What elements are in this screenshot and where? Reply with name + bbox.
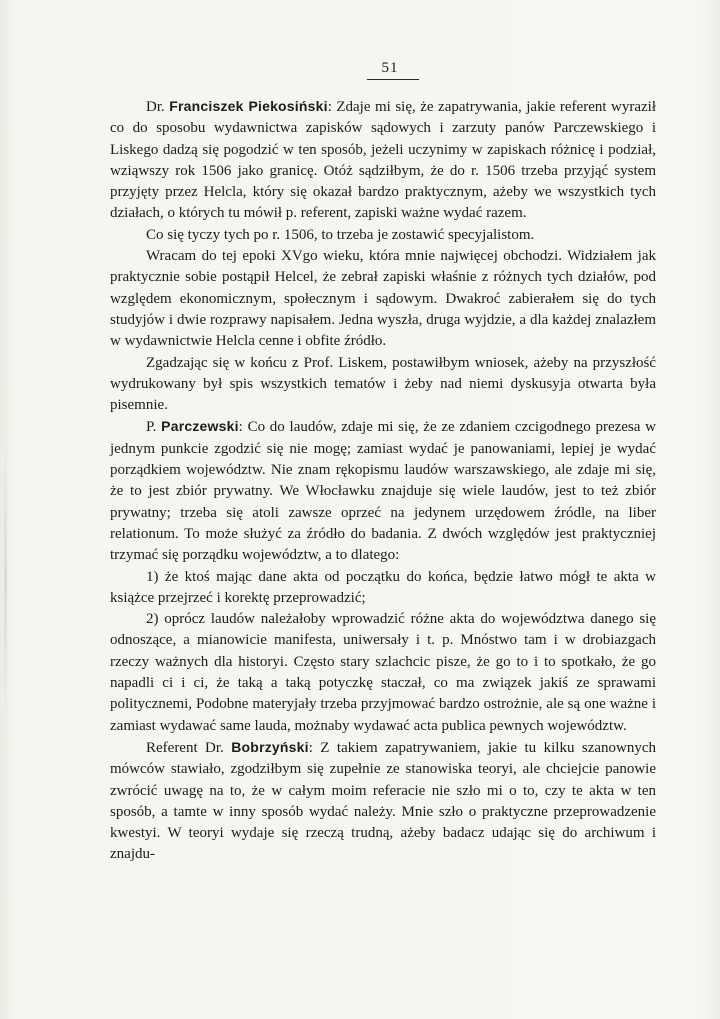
paragraph-piekosinski [110,96,656,225]
paragraph-text: : Co do laudów, zdaje mi się, że ze zdaniem czcigodnego prezesa w jednym punkcie zgodzić się nie mogę; zamiast wydać je panowaniami, lepiej je wydać porządkiem województw. Nie znam rękopismu laudów warszawskiego, ale zdaje mi się, że to jest zbiór prywatny. We Włocławku znajduje się wiele laudów, jest to też zbiór prywatny; trzeba się atoli zawsze oprzeć na jedynem urzędowem źródle, na liber relationum. To może służyć za źródło do badania. Z dwóch względów jest praktyczniej trzymać się porządku województw, a to dlatego: [110,419,656,564]
speaker-name: Parczewski [161,418,239,435]
paragraph: Zgadzając się w końcu z Prof. Liskem, postawiłbym wniosek, ażeby na przyszłość wydrukowany był spis wszystkich tematów i żeby nad niemi dyskusyja otwarta była pisemnie. [110,354,656,414]
list-item: 1) że ktoś mając dane akta od początku do końca, będzie łatwo mógł te akta w książce przejrzeć i korektę przeprowadzić; [110,568,656,606]
paragraph: Co się tyczy tych po r. 1506, to trzeba je zostawić specyjalistom. [146,226,535,243]
paragraph-text: : Zdaje mi się, że zapatrywania, jakie referent wyraził co do sposobu wydawnictwa zapisków sądowych i zarzuty panów Parczewskiego i Liskego dadzą się pogodzić w ten sposób, jeżeli uczynimy w zapiskach różnicę i podział, wziąwszy rok 1506 jako granicę. Otóż sądziłbym, że do r. 1506 trzeba przyjąć system przyjęty przez Helcla, który się okazał bardzo praktycznym, ażeby we wszystkich tych działach, o których tu mówił p. referent, zapiski ważne wydać razem. [110,99,656,222]
speaker-title: P. [146,419,162,436]
speaker-title: Referent Dr. [146,739,232,756]
paragraph-bobrzynski [110,737,656,866]
page-number: 51 [381,60,399,76]
list-item: 2) oprócz laudów należałoby wprowadzić różne akta do województwa danego się odnoszące, a mianowicie manifesta, uniwersały i t. p. Mnóstwo tam i w drobiazgach rzeczy ważnych dla historyi. Często stary szlachcic pisze, że go to i to spotkało, że go napadli ci i ci, że taką a taką potyczkę staczał, co ma związek jakiś ze sprawami politycznemi, Podobne materyjały trzeba przyjmować bardzo ostrożnie, ale są one ważne i zamiast wydawać same lauda, możnaby wydawać acta publica pewnych województw. [110,611,656,734]
page-number-rule [367,79,419,80]
speaker-name: Franciszek Piekosiński [169,98,328,114]
body-text [110,96,656,866]
speaker-name: Bobrzyński [231,738,309,755]
margin-shadow [4,430,7,730]
speaker-title: Dr. [146,99,170,115]
paragraph-text: : Z takiem zapatrywaniem, jakie tu kilku szanownych mówców stawiało, zgodziłbym się zupełnie ze stanowiska teoryi, ale chciejcie panowie zwrócić uwagę na to, że w całym moim referacie nie szło mi o to, czy te akta w ten sposób, a tamte w inny sposób wydać należy. Mnie szło o praktyczne przeprowadzenie kwestyi. W teoryi wydaje się rzeczą trudną, ażeby badacz udając się do archiwum i znajdu- [110,739,657,863]
paragraph: Wracam do tej epoki XVgo wieku, która mnie najwięcej obchodzi. Widziałem jak praktycznie sobie postąpił Helcel, że zebrał zapiski właśnie z różnych tych działów, pod względem ekonomicznym, społecznym i sądowym. Dwakroć zabierałem się do tych studyjów i dwie rozprawy napisałem. Jedna wyszła, druga wyjdzie, a dla każdej znalazłem w wydawnictwie Helcla cenne i obfite źródło. [110,248,656,350]
paragraph-parczewski [110,416,656,566]
